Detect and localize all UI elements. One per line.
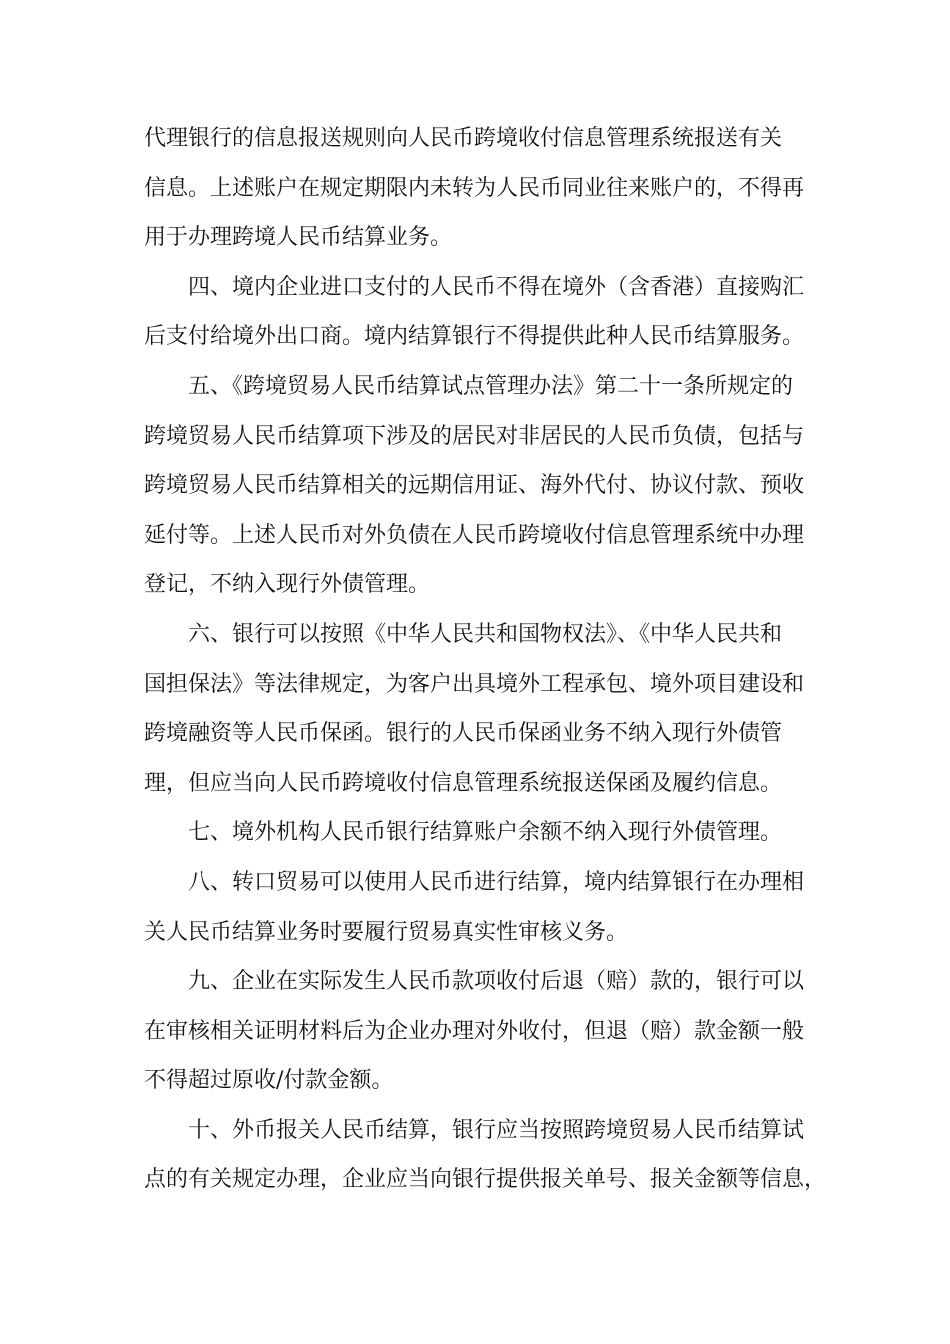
text-line: 跨境贸易人民币结算项下涉及的居民对非居民的人民币负债，包括与 — [144, 423, 805, 449]
text-line: 七、境外机构人民币银行结算账户余额不纳入现行外债管理。 — [188, 820, 783, 846]
paragraph-1 — [144, 114, 816, 263]
text-line: 不得超过原收/付款金额。 — [144, 1068, 394, 1094]
text-line: 四、境内企业进口支付的人民币不得在境外（含香港）直接购汇 — [188, 274, 805, 300]
paragraph-2 — [144, 263, 816, 362]
text-line: 五、《跨境贸易人民币结算试点管理办法》第二十一条所规定的 — [188, 373, 794, 399]
text-line: 八、转口贸易可以使用人民币进行结算，境内结算银行在办理相 — [188, 869, 805, 895]
text-line: 关人民币结算业务时要履行贸易真实性审核义务。 — [144, 919, 629, 945]
text-line: 理，但应当向人民币跨境收付信息管理系统报送保函及履约信息。 — [144, 770, 783, 796]
text-line: 用于办理跨境人民币结算业务。 — [144, 225, 453, 251]
paragraph-6 — [144, 858, 816, 957]
text-line: 信息。上述账户在规定期限内未转为人民币同业往来账户的，不得再 — [144, 175, 805, 201]
text-line: 代理银行的信息报送规则向人民币跨境收付信息管理系统报送有关 — [144, 126, 783, 151]
text-line: 六、银行可以按照《中华人民共和国物权法》、《中华人民共和 — [188, 621, 783, 647]
document-body — [144, 114, 827, 1205]
text-line: 十、外币报关人民币结算，银行应当按照跨境贸易人民币结算试 — [188, 1117, 805, 1143]
text-line: 跨境融资等人民币保函。银行的人民币保函业务不纳入现行外债管 — [144, 721, 783, 747]
paragraph-4 — [144, 610, 816, 808]
text-line: 登记，不纳入现行外债管理。 — [144, 572, 431, 598]
text-line: 延付等。上述人民币对外负债在人民币跨境收付信息管理系统中办理 — [144, 522, 805, 548]
paragraph-5 — [144, 808, 816, 858]
text-line: 在审核相关证明材料后为企业办理对外收付，但退（赔）款金额一般 — [144, 1018, 805, 1044]
paragraph-8 — [144, 1106, 827, 1205]
paragraph-7 — [144, 957, 816, 1106]
text-line: 跨境贸易人民币结算相关的远期信用证、海外代付、协议付款、预收 — [144, 473, 805, 499]
text-line: 后支付给境外出口商。境内结算银行不得提供此种人民币结算服务。 — [144, 324, 805, 350]
text-line: 九、企业在实际发生人民币款项收付后退（赔）款的，银行可以 — [188, 969, 805, 995]
paragraph-3 — [144, 362, 816, 610]
text-line: 点的有关规定办理，企业应当向银行提供报关单号、报关金额等信息， — [144, 1167, 827, 1193]
text-line: 国担保法》等法律规定，为客户出具境外工程承包、境外项目建设和 — [144, 671, 805, 697]
